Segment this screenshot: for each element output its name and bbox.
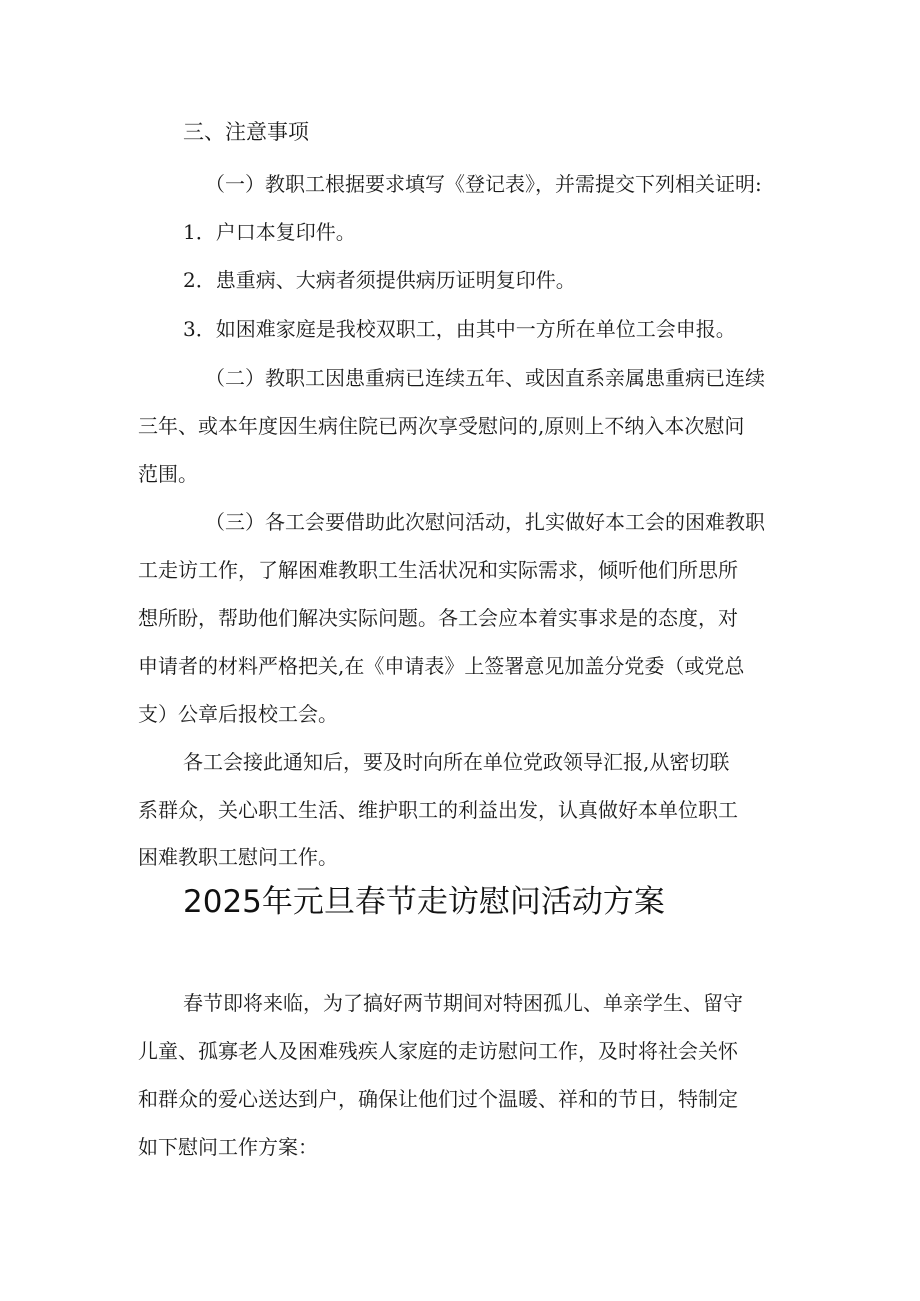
paragraph-line: 和群众的爱心送达到户，确保让他们过个温暖、祥和的节日，特制定 — [138, 1087, 738, 1111]
paragraph-line: 支）公章后报校工会。 — [138, 702, 338, 726]
paragraph-line: 各工会接此通知后，要及时向所在单位党政领导汇报,从密切联 — [183, 750, 730, 774]
paragraph-line: 三年、或本年度因生病住院已两次享受慰问的,原则上不纳入本次慰问 — [138, 414, 745, 438]
document-title: 2025年元旦春节走访慰问活动方案 — [183, 884, 665, 920]
paragraph-line: 3．如困难家庭是我校双职工，由其中一方所在单位工会申报。 — [183, 317, 736, 341]
paragraph-line: 申请者的材料严格把关,在《申请表》上签署意见加盖分党委（或党总 — [138, 654, 745, 678]
paragraph-line: 系群众，关心职工生活、维护职工的利益出发，认真做好本单位职工 — [138, 798, 738, 822]
paragraph-line: 范围。 — [138, 462, 198, 486]
paragraph-line: 如下慰问工作方案： — [138, 1135, 318, 1159]
paragraph-line: 春节即将来临，为了搞好两节期间对特困孤儿、单亲学生、留守 — [183, 991, 743, 1015]
section-heading: 三、注意事项 — [183, 120, 309, 144]
paragraph-line: （三）各工会要借助此次慰问活动，扎实做好本工会的困难教职 — [205, 510, 765, 534]
paragraph-line: 儿童、孤寡老人及困难残疾人家庭的走访慰问工作，及时将社会关怀 — [138, 1039, 738, 1063]
paragraph-line: 工走访工作，了解困难教职工生活状况和实际需求，倾听他们所思所 — [138, 558, 738, 582]
paragraph-line: （二）教职工因患重病已连续五年、或因直系亲属患重病已连续 — [205, 366, 765, 390]
paragraph-line: 2．患重病、大病者须提供病历证明复印件。 — [183, 268, 576, 292]
paragraph-line: 1．户口本复印件。 — [183, 220, 356, 244]
paragraph-line: （一）教职工根据要求填写《登记表》，并需提交下列相关证明: — [205, 172, 762, 196]
paragraph-line: 困难教职工慰问工作。 — [138, 845, 338, 869]
paragraph-line: 想所盼，帮助他们解决实际问题。各工会应本着实事求是的态度，对 — [138, 606, 738, 630]
